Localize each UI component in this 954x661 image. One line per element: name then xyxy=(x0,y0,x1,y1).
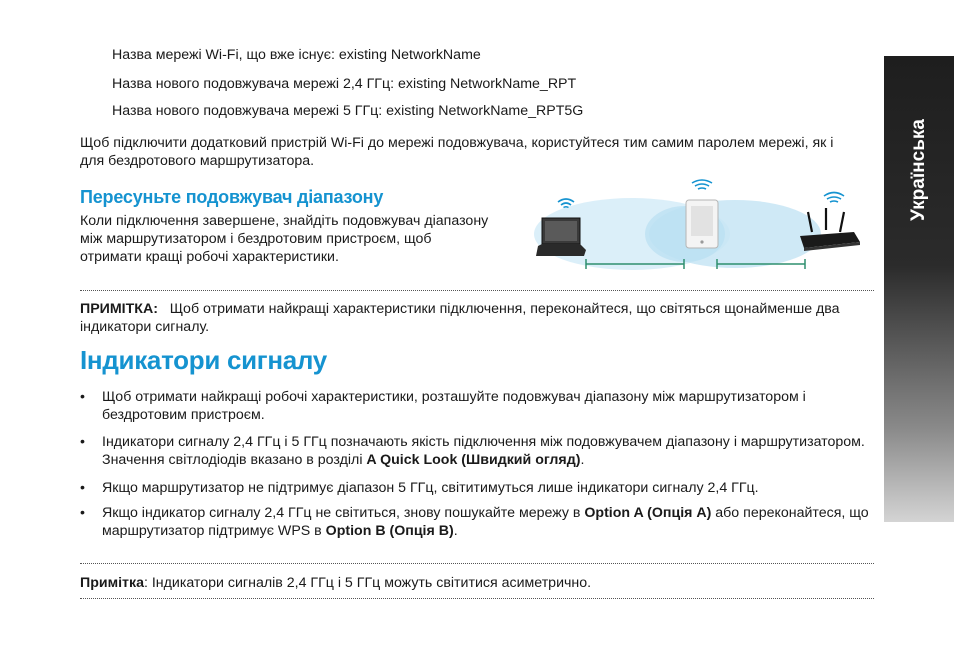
note1-paragraph xyxy=(80,300,870,336)
bullet-text: Якщо індикатор сигналу 2,4 ГГц не світиться, знову пошукайте мережу в Option A (Опція A) або переконайтеся, що маршрутизатор підтримує WPS в Option B (Опція B). xyxy=(102,505,869,539)
bullet-mark: • xyxy=(80,434,85,450)
signal-indicators-heading: Індикатори сигналу xyxy=(80,345,327,375)
intro-paragraph: Щоб підключити додатковий пристрій Wi-Fi до мережі подовжувача, користуйтеся тим самим паролем мережі, як і для бездротового маршрутизатора. xyxy=(80,135,834,169)
bullet-mark: • xyxy=(80,480,85,496)
laptop-icon xyxy=(536,218,586,256)
move-extender-heading: Пересуньте подовжувач діапазону xyxy=(80,187,384,207)
note2-label: Примітка xyxy=(80,575,144,591)
existing-network-name-line: Назва мережі Wi-Fi, що вже існує: existing NetworkName xyxy=(112,47,481,63)
note1-divider xyxy=(80,290,874,291)
note2-top-divider xyxy=(80,563,874,564)
repeater-5ghz-name-line: Назва нового подовжувача мережі 5 ГГц: existing NetworkName_RPT5G xyxy=(112,103,584,119)
option-a-reference: Option A (Опція A) xyxy=(584,505,712,521)
option-b-reference: Option B (Опція B) xyxy=(325,523,454,539)
bullet-text: Щоб отримати найкращі робочі характеристики, розташуйте подовжувач діапазону між маршрутизатором і бездротовим пристроєм. xyxy=(102,389,806,423)
bullet-mark: • xyxy=(80,389,85,405)
note2-paragraph xyxy=(80,574,591,592)
extender-placement-illustration xyxy=(520,172,876,278)
note1-text: Щоб отримати найкращі характеристики підключення, переконайтеся, що світяться щонайменше два індикатори сигналу. xyxy=(80,301,840,335)
note1-label: ПРИМІТКА: xyxy=(80,301,158,317)
language-label: Українська xyxy=(908,119,929,221)
note2-bottom-divider xyxy=(80,598,874,599)
bullet-mark: • xyxy=(80,505,85,521)
bullet-text: Якщо маршрутизатор не підтримує діапазон 5 ГГц, світитимуться лише індикатори сигналу 2,4 ГГц. xyxy=(102,480,759,496)
repeater-24ghz-name-line: Назва нового подовжувача мережі 2,4 ГГц: existing NetworkName_RPT xyxy=(112,76,577,92)
bullet-text: Індикатори сигналу 2,4 ГГц і 5 ГГц позначають якість підключення між подовжувачем діапазону і маршрутизатором. Значення світлодіодів вказано в розділі A Quick Look (Швидкий огляд). xyxy=(102,434,865,468)
quick-look-reference: A Quick Look (Швидкий огляд) xyxy=(366,452,581,468)
note2-text: : Індикатори сигналів 2,4 ГГц і 5 ГГц можуть світитися асиметрично. xyxy=(143,575,592,591)
move-extender-paragraph: Коли підключення завершене, знайдіть подовжувач діапазону між маршрутизатором і бездротовим пристроєм, щоб отримати кращі робочі характеристики. xyxy=(80,213,489,265)
range-extender-icon xyxy=(686,200,718,248)
